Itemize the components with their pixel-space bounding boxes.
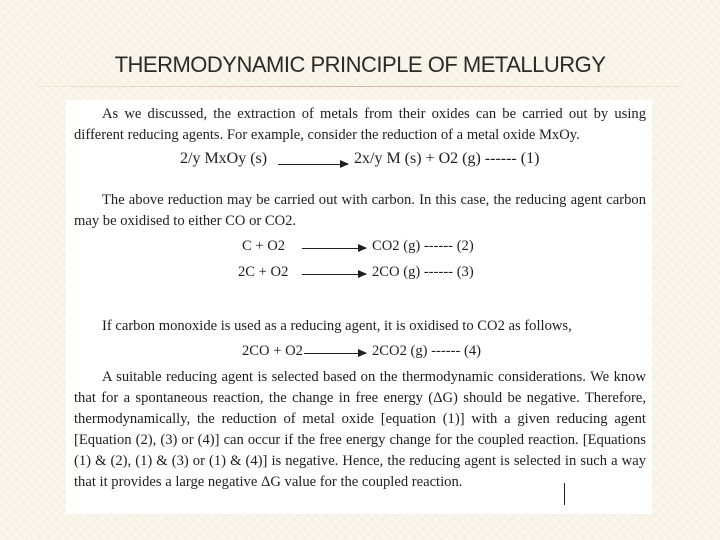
equation-3-lhs: 2C + O2 [238,264,289,280]
reaction-arrow-icon [304,353,366,354]
equation-4 [74,337,646,367]
equation-3-rhs: 2CO (g) ------ (3) [372,264,474,280]
slide-title: THERMODYNAMIC PRINCIPLE OF METALLURGY [114,52,606,77]
equation-1-rhs: 2x/y M (s) + O2 (g) ------ (1) [354,150,540,167]
reaction-arrow-icon [302,274,366,275]
intro-paragraph: As we discussed, the extraction of metals from their oxides can be carried out by using different reducing agents. For example, consider the reduction of a metal oxide MxOy. [74,106,646,143]
equation-3 [74,262,646,292]
equation-1 [74,146,646,176]
reaction-arrow-icon [278,164,348,165]
equation-2-rhs: CO2 (g) ------ (2) [372,238,474,254]
text-cursor-mark [564,483,565,505]
reaction-arrow-icon [302,248,366,249]
equation-2-lhs: C + O2 [242,238,286,254]
carbon-paragraph: The above reduction may be carried out with carbon. In this case, the reducing agent carbon may be oxidised to either CO or CO2. [74,192,646,229]
equation-1-lhs: 2/y MxOy (s) [180,150,268,167]
title-divider [36,86,684,87]
equation-4-lhs: 2CO + O2 [242,343,303,359]
equation-2 [74,232,646,262]
thermodynamic-paragraph: A suitable reducing agent is selected based on the thermodynamic considerations. We know that for a spontaneous reaction, the change in free energy (ΔG) should be negative. Therefore, thermodynamically, the reduction of metal oxide [equation (1)] with a given reducing agent [Equation (2), (3) or (4)] can occur if the free energy change for the coupled reaction. [Equations (1) & (2), (1) & (3) or (1) & (4)] is negative. Hence, the reducing agent is selected in such a way that it provides a large negative ΔG value for the coupled reaction. [74,369,646,490]
content-image-panel [66,100,652,514]
carbon-monoxide-paragraph: If carbon monoxide is used as a reducing agent, it is oxidised to CO2 as follows, [102,318,572,334]
equation-4-rhs: 2CO2 (g) ------ (4) [372,343,482,359]
